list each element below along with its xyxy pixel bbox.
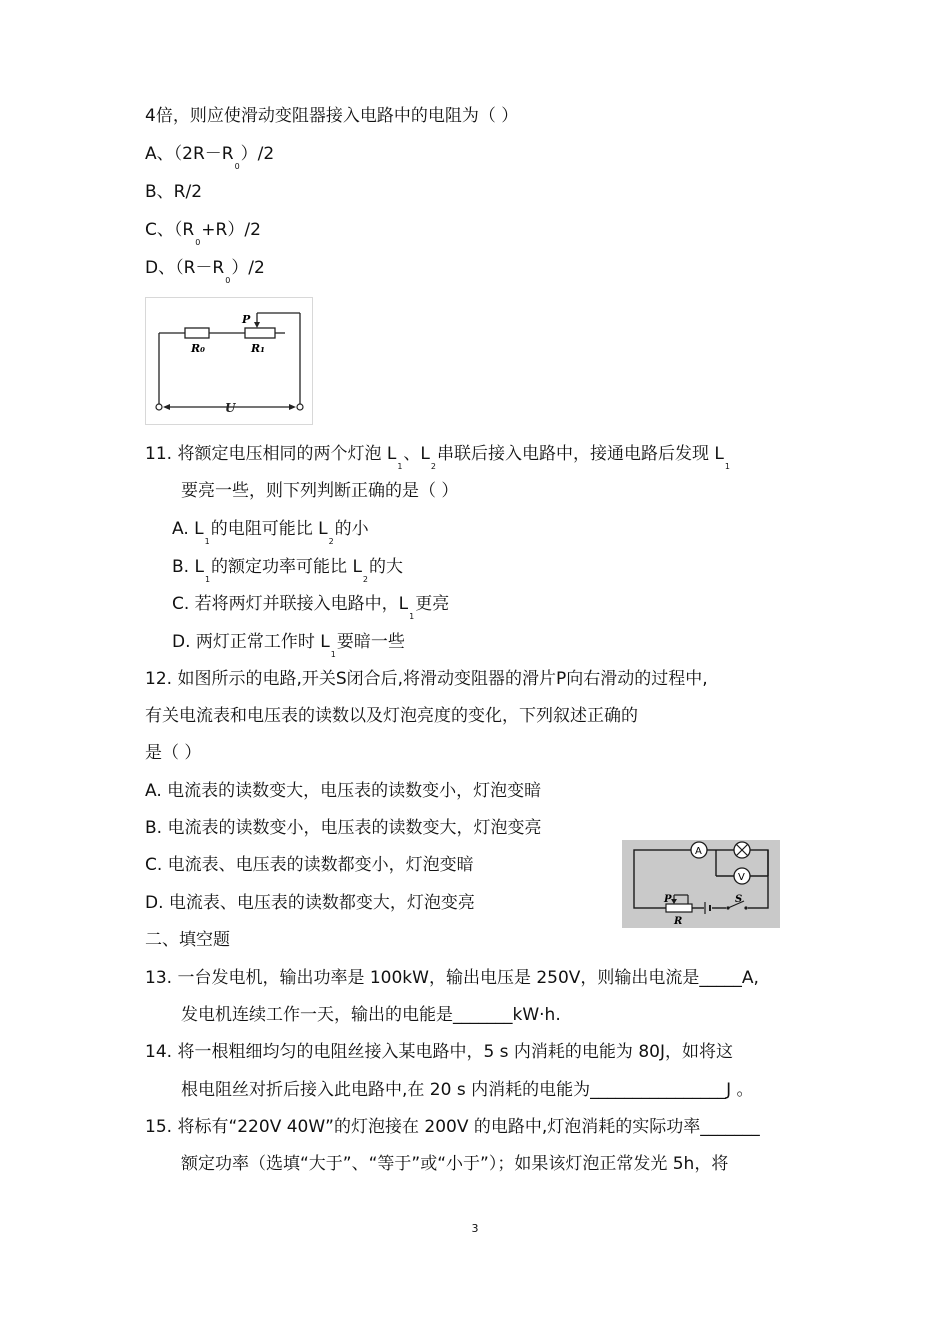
q11-option-d [172, 631, 405, 659]
q13-line-1: 13. 一台发电机，输出功率是 100kW，输出电压是 250V，则输出电流是_____A, [145, 968, 759, 988]
q12-label-p: P [664, 894, 672, 905]
q12-option-b: B. 电流表的读数变小，电压表的读数变大，灯泡变亮 [145, 818, 542, 838]
q12-ammeter-label: A [695, 846, 702, 857]
page-number: 3 [471, 1222, 479, 1235]
q11-stem-part-1: 11. 将额定电压相同的两个灯泡 L [145, 444, 397, 464]
q11-sub-1: 1 [397, 462, 403, 471]
q11-option-b [172, 556, 404, 584]
section-heading-fill-blank: 二、填空题 [145, 930, 230, 950]
q10-option-c-text: C、（R [145, 220, 195, 240]
q10-option-c-subscript: 0 [195, 238, 201, 247]
q12-switch-contact-right [744, 906, 747, 909]
q11-option-c [172, 593, 450, 621]
q12-label-r: R [674, 916, 683, 927]
q10-stem-tail: 4倍，则应使滑动变阻器接入电路中的电阻为（ ） [145, 106, 519, 126]
q10-terminal-right [297, 404, 303, 410]
q12-option-a: A. 电流表的读数变大，电压表的读数变小，灯泡变暗 [145, 781, 542, 801]
q10-label-r0: R₀ [191, 342, 205, 355]
q12-line-3: 是（ ） [145, 743, 202, 763]
q10-option-b: B、R/2 [145, 182, 203, 202]
q11-option-d-text: D. 两灯正常工作时 L [172, 632, 330, 652]
q15-line-2: 额定功率（选填“大于”、“等于”或“小于”）；如果该灯泡正常发光 5h，将 [181, 1154, 729, 1174]
q12-label-s: S [735, 894, 743, 905]
q10-option-d-subscript: 0 [225, 276, 231, 285]
q11-option-d-tail: 要暗一些 [336, 632, 405, 652]
q11-sub-2: 2 [430, 462, 436, 471]
q11-option-c-tail: 更亮 [415, 594, 450, 614]
q10-option-a-tail: ）/2 [240, 144, 275, 164]
q12-option-c: C. 电流表、电压表的读数都变小，灯泡变暗 [145, 855, 474, 875]
q11-option-a-sub-1: 1 [204, 537, 210, 546]
q10-option-a-text: A、（2R－R [145, 144, 234, 164]
q11-option-b-sub-1: 1 [204, 575, 211, 584]
q11-option-d-sub-1: 1 [330, 650, 336, 659]
q11-sub-3: 1 [724, 462, 730, 471]
q10-option-d-tail: ）/2 [231, 258, 265, 278]
q10-option-a [145, 143, 275, 171]
q10-option-a-subscript: 0 [234, 162, 240, 171]
q11-option-a-text: A. L [172, 519, 204, 539]
q11-option-b-tail: 的大 [369, 557, 404, 577]
q10-option-d [145, 257, 265, 285]
q10-option-d-text: D、（R－R [145, 258, 225, 278]
q12-rheostat [666, 904, 692, 912]
q11-option-b-mid: 的额定功率可能比 L [211, 557, 362, 577]
q14-line-2: 根电阻丝对折后接入此电路中,在 20 s 内消耗的电能为________________J 。 [181, 1080, 754, 1100]
q12-option-d: D. 电流表、电压表的读数都变大，灯泡变亮 [145, 893, 475, 913]
q11-option-a-tail: 的小 [334, 519, 369, 539]
q11-stem-part-3: 串联后接入电路中，接通电路后发现 L [437, 444, 724, 464]
q11-option-b-sub-2: 2 [362, 575, 369, 584]
q11-option-a [172, 518, 369, 546]
q15-line-1: 15. 将标有“220V 40W”的灯泡接在 200V 的电路中,灯泡消耗的实际功率_______ [145, 1117, 760, 1137]
q14-line-1: 14. 将一根粗细均匀的电阻丝接入某电路中，5 s 内消耗的电能为 80J，如将这 [145, 1042, 733, 1062]
q10-terminal-left [156, 404, 162, 410]
q10-label-u: U [225, 401, 236, 415]
q12-line-1: 12. 如图所示的电路,开关S闭合后,将滑动变阻器的滑片P向右滑动的过程中, [145, 669, 708, 689]
q11-option-c-sub-1: 1 [409, 612, 415, 621]
q11-option-b-text: B. L [172, 557, 204, 577]
q11-line-2: 要亮一些，则下列判断正确的是（ ） [181, 481, 459, 501]
q10-option-c [145, 219, 261, 247]
q13-line-2: 发电机连续工作一天，输出的电能是_______kW·h. [181, 1005, 561, 1025]
q12-line-2: 有关电流表和电压表的读数以及灯泡亮度的变化，下列叙述正确的 [145, 706, 638, 726]
q10-label-p: P [242, 313, 251, 326]
q11-line-1 [145, 443, 731, 471]
q10-circuit-figure [145, 297, 313, 425]
q11-option-c-text: C. 若将两灯并联接入电路中，L [172, 594, 409, 614]
q10-label-r1: R₁ [251, 342, 265, 355]
q11-option-a-sub-2: 2 [328, 537, 334, 546]
q12-circuit-figure [622, 840, 780, 928]
q12-voltmeter-label: V [738, 872, 745, 883]
q11-stem-part-2: 、L [403, 444, 430, 464]
q10-option-c-tail: +R）/2 [201, 220, 261, 240]
q11-option-a-mid: 的电阻可能比 L [210, 519, 328, 539]
